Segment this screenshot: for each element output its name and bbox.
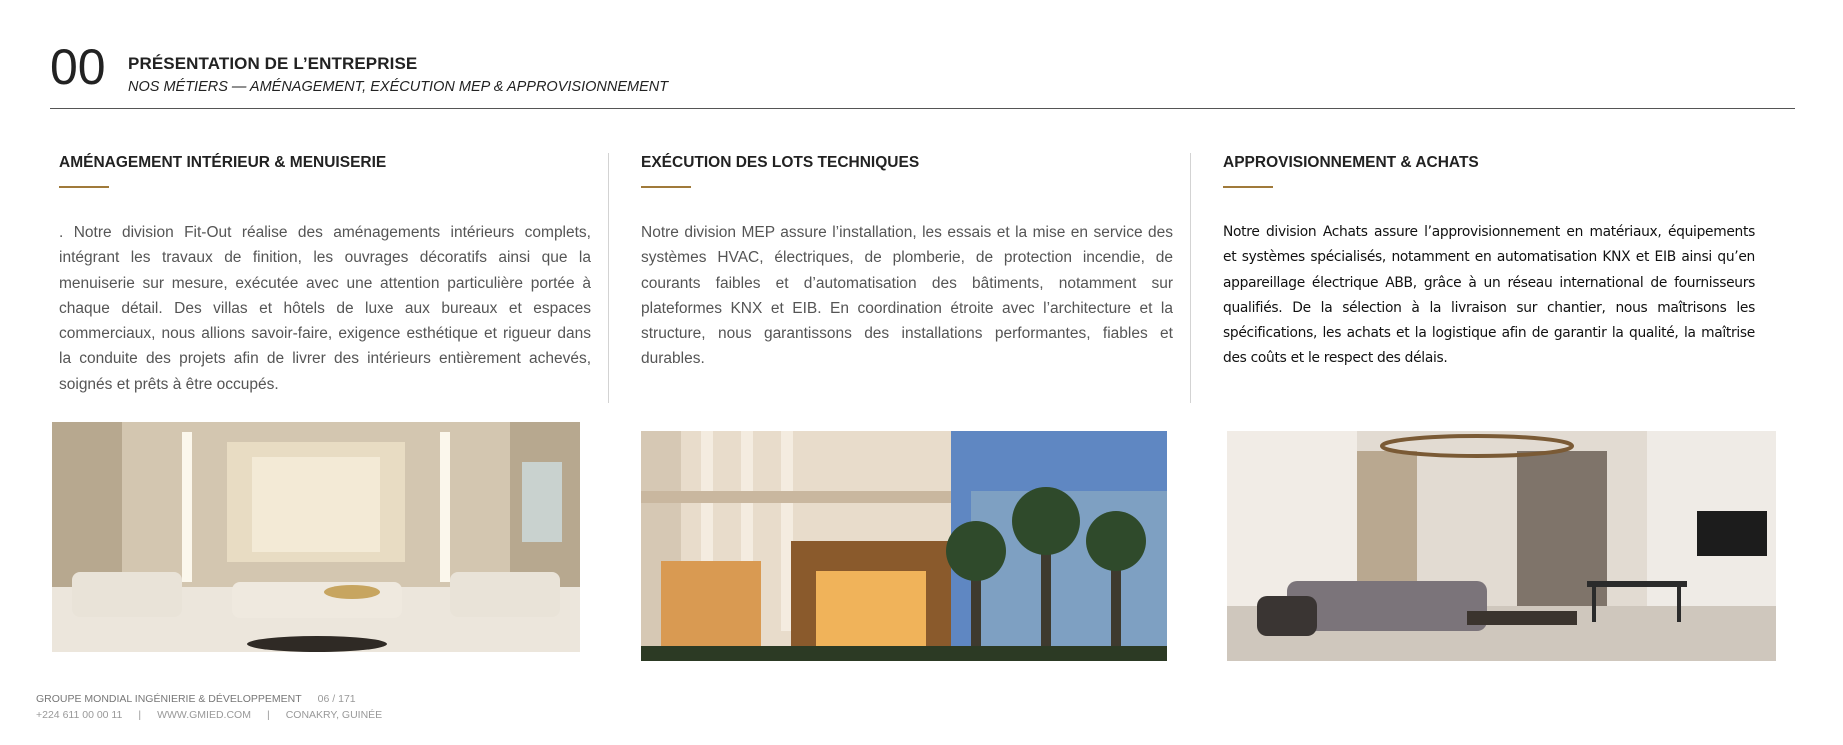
footer-location: CONAKRY, GUINÉE <box>285 709 383 721</box>
column-procurement <box>1223 154 1755 372</box>
footer-contact-line <box>36 709 382 721</box>
footer-website: WWW.GMIED.COM <box>157 709 251 721</box>
footer-company: GROUPE MONDIAL INGÉNIERIE & DÉVELOPPEMENT <box>36 693 302 705</box>
footer-separator: | <box>266 709 270 721</box>
title-accent-line <box>59 186 109 188</box>
page-number: 06 / 171 <box>317 693 356 705</box>
title-accent-line <box>641 186 691 188</box>
building-exterior-photo <box>641 431 1167 661</box>
living-room-photo <box>1227 431 1776 661</box>
section-number: 00 <box>50 39 106 95</box>
column-fit-out <box>59 154 591 397</box>
column-title: APPROVISIONNEMENT & ACHATS <box>1223 154 1479 171</box>
title-accent-line <box>1223 186 1273 188</box>
interior-lounge-photo <box>52 422 580 652</box>
page-title: PRÉSENTATION DE L’ENTREPRISE <box>128 54 418 73</box>
column-title: EXÉCUTION DES LOTS TECHNIQUES <box>641 154 920 171</box>
column-text: Notre division Achats assure l’approvisionnement en matériaux, équipements et systèmes spécialisés, notamment en automatisation KNX et EIB ainsi qu’en appareillage électrique ABB, grâce à un réseau international de fournisseurs qualifiés. De la sélection à la livraison sur chantier, nous maîtrisons les spécifications, les achats et la logistique afin de garantir la qualité, la maîtrise des coûts et le respect des délais. <box>1223 224 1755 367</box>
column-divider <box>608 153 609 403</box>
header-divider <box>50 108 1795 109</box>
column-text: . Notre division Fit-Out réalise des aménagements intérieurs complets, intégrant les travaux de finition, les ouvrages décoratifs ainsi que la menuiserie sur mesure, exécutée avec une attention particulière portée à chaque détail. Des villas et hôtels de luxe aux bureaux et espaces commerciaux, nous allions savoir-faire, exigence esthétique et rigueur dans la conduite des projets afin de livrer des intérieurs entièrement achevés, soignés et prêts à être occupés. <box>59 224 591 393</box>
page-subtitle: NOS MÉTIERS — AMÉNAGEMENT, EXÉCUTION MEP & APPROVISIONNEMENT <box>128 79 669 95</box>
footer-phone: +224 611 00 00 11 <box>36 709 123 721</box>
column-divider <box>1190 153 1191 403</box>
footer-company-line <box>36 693 356 705</box>
footer-separator: | <box>138 709 142 721</box>
column-title: AMÉNAGEMENT INTÉRIEUR & MENUISERIE <box>59 154 387 171</box>
column-text: Notre division MEP assure l’installation, les essais et la mise en service des systèmes HVAC, électriques, de plomberie, de protection incendie, de courants faibles et d’automatisation des bâtiments, notamment sur plateformes KNX et EIB. En coordination étroite avec l’architecture et la structure, nous garantissons des installations performantes, fiables et durables. <box>641 224 1173 368</box>
column-mep <box>641 154 1173 372</box>
